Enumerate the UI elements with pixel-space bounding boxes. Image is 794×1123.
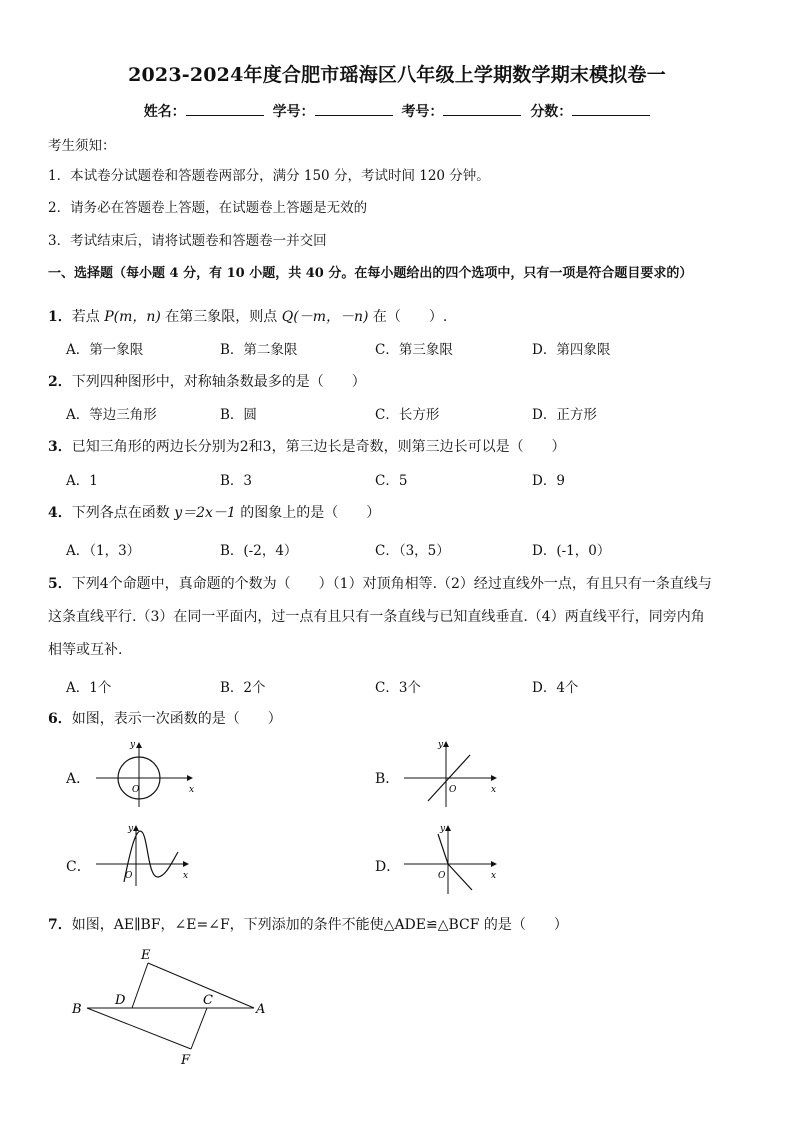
option-a[interactable]: A．（1，3） bbox=[66, 543, 141, 559]
y-axis-label: y bbox=[440, 824, 446, 834]
x-axis-label: x bbox=[189, 785, 195, 795]
option-c[interactable]: C．5 bbox=[375, 473, 408, 489]
graph-c-wave[interactable] bbox=[92, 822, 197, 888]
point-a-label: A bbox=[256, 1002, 266, 1017]
y-axis-label: y bbox=[128, 824, 134, 834]
point-e-label: E bbox=[141, 948, 151, 963]
graph-b-line[interactable] bbox=[400, 737, 505, 809]
x-axis-label: x bbox=[183, 871, 189, 881]
graph-a-circle[interactable] bbox=[92, 737, 202, 809]
option-a[interactable]: A．1个 bbox=[66, 680, 112, 696]
option-c[interactable]: C． bbox=[66, 859, 91, 875]
page-title: 2023-2024年度合肥市瑶海区八年级上学期数学期末模拟卷一 bbox=[128, 64, 666, 86]
option-d[interactable]: D．9 bbox=[532, 473, 565, 489]
origin-label: O bbox=[449, 785, 457, 795]
question-5: 5．下列4个命题中，真命题的个数为（ ）（1）对顶角相等.（2）经过直线外一点，有且只有一条直线与 这条直线平行.（3）在同一平面内，过一点有且只有一条直线与已知直线垂直.（4）两直线平行，同旁内角 相等或互补. bbox=[48, 576, 712, 658]
graph-d-broken-line[interactable] bbox=[400, 822, 505, 898]
option-c[interactable]: C．（3，5） bbox=[375, 543, 450, 559]
x-axis-label: x bbox=[491, 785, 497, 795]
origin-label: O bbox=[132, 785, 140, 795]
option-b[interactable]: B． bbox=[375, 771, 400, 787]
question-6: 6．如图，表示一次函数的是（ ） bbox=[48, 711, 282, 727]
origin-label: O bbox=[125, 871, 133, 881]
notice-item-2: 2．请务必在答题卷上答题，在试题卷上答题是无效的 bbox=[48, 200, 368, 216]
option-a[interactable]: A．第一象限 bbox=[66, 342, 144, 358]
exam-number-blank[interactable] bbox=[443, 102, 521, 116]
question-3: 3．已知三角形的两边长分别为2和3，第三边长是奇数，则第三边长可以是（ ） bbox=[48, 439, 566, 455]
segment-bf bbox=[87, 1008, 191, 1049]
notice-item-1: 1．本试卷分试题卷和答题卷两部分，满分 150 分，考试时间 120 分钟。 bbox=[48, 168, 490, 184]
score-field[interactable]: 分数： bbox=[530, 101, 650, 121]
segment-ea bbox=[148, 963, 254, 1008]
option-b[interactable]: B．2个 bbox=[220, 680, 266, 696]
student-id-blank[interactable] bbox=[315, 102, 393, 116]
score-blank[interactable] bbox=[572, 102, 650, 116]
option-b[interactable]: B．圆 bbox=[220, 407, 257, 423]
notice-heading: 考生须知： bbox=[48, 138, 116, 154]
y-axis-label: y bbox=[130, 740, 136, 750]
option-c[interactable]: C．长方形 bbox=[375, 407, 440, 423]
y-axis-label: y bbox=[438, 740, 444, 750]
x-axis-label: x bbox=[491, 871, 497, 881]
name-blank[interactable] bbox=[186, 102, 264, 116]
option-d[interactable]: D．第四象限 bbox=[532, 342, 611, 358]
option-c[interactable]: C．第三象限 bbox=[375, 342, 453, 358]
point-c-label: C bbox=[203, 993, 213, 1008]
option-c[interactable]: C．3个 bbox=[375, 680, 421, 696]
student-info-fields bbox=[0, 101, 794, 121]
broken-line bbox=[438, 834, 472, 890]
question-2: 2．下列四种图形中，对称轴条数最多的是（ ） bbox=[48, 374, 366, 390]
student-id-field[interactable]: 学号： bbox=[273, 101, 393, 121]
section-heading: 一、选择题（每小题 4 分，有 10 小题，共 40 分。在每小题给出的四个选项中，只有一项是符合题目要求的） bbox=[48, 266, 693, 281]
option-a[interactable]: A．1 bbox=[66, 473, 98, 489]
option-b[interactable]: B．3 bbox=[220, 473, 253, 489]
question-7: 7．如图，AE∥BF，∠E=∠F，下列添加的条件不能使△ADE≌△BCF 的是（ ） bbox=[48, 917, 568, 933]
exam-number-field[interactable]: 考号： bbox=[401, 101, 521, 121]
point-b-label: B bbox=[72, 1002, 82, 1017]
option-a[interactable]: A． bbox=[66, 771, 91, 787]
option-d[interactable]: D． bbox=[375, 859, 401, 875]
origin-label: O bbox=[438, 871, 446, 881]
option-b[interactable]: B．第二象限 bbox=[220, 342, 298, 358]
segment-ed bbox=[132, 963, 148, 1008]
notice-item-3: 3．考试结束后，请将试题卷和答题卷一并交回 bbox=[48, 233, 327, 249]
point-d-label: D bbox=[115, 993, 126, 1008]
option-d[interactable]: D．(-1，0） bbox=[532, 543, 611, 559]
option-a[interactable]: A．等边三角形 bbox=[66, 407, 157, 423]
option-b[interactable]: B．(-2，4） bbox=[220, 543, 298, 559]
option-d[interactable]: D．4个 bbox=[532, 680, 579, 696]
segment-cf bbox=[191, 1008, 207, 1049]
option-d[interactable]: D．正方形 bbox=[532, 407, 597, 423]
name-field[interactable]: 姓名： bbox=[144, 101, 264, 121]
question-1: 1．若点 P(m，n) 在第三象限，则点 Q(－m，－n) 在（ ）. bbox=[48, 309, 448, 325]
geometry-figure bbox=[66, 944, 276, 1070]
point-f-label: F bbox=[181, 1053, 191, 1068]
question-4: 4．下列各点在函数 y＝2x－1 的图象上的是（ ） bbox=[48, 505, 381, 521]
